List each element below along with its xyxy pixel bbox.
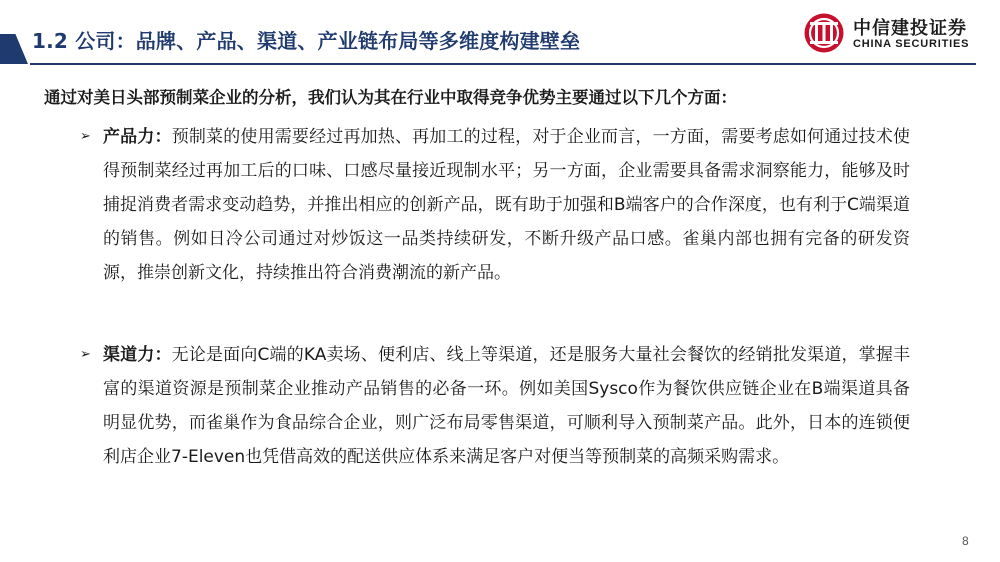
bullet-label: 渠道力： <box>103 345 172 365</box>
logo-name-en: CHINA SECURITIES <box>853 38 970 50</box>
bullet-text: 预制菜的使用需要经过再加热、再加工的过程，对于企业而言，一方面，需要考虑如何通过技术使得预制菜经过再加工后的口味、口感尽量接近现制水平；另一方面，企业需要具备需求洞察能力，能够及时捕捉消费者需求变动趋势，并推出相应的创新产品，既有助于加强和B端客户的合作深度，也有利于C端渠道的销售。例如日冷公司通过对炒饭这一品类持续研发，不断升级产品口感。雀巢内部也拥有完备的研发资源，推崇创新文化，持续推出符合消费潮流的新产品。 <box>103 127 911 283</box>
company-logo <box>803 12 978 56</box>
bullet-body <box>103 338 910 474</box>
bullet-point-product <box>80 120 910 290</box>
page-number: 8 <box>962 534 969 548</box>
bullet-label: 产品力： <box>103 127 172 147</box>
bullet-body <box>103 120 910 290</box>
bullet-point-channel <box>80 338 910 474</box>
slide-title: 1.2 公司：品牌、产品、渠道、产业链布局等多维度构建壁垒 <box>32 29 581 53</box>
intro-text: 通过对美日头部预制菜企业的分析，我们认为其在行业中取得竞争优势主要通过以下几个方面： <box>44 88 737 107</box>
title-accent-tab <box>0 34 28 64</box>
bullet-text: 无论是面向C端的KA卖场、便利店、线上等渠道，还是服务大量社会餐饮的经销批发渠道，掌握丰富的渠道资源是预制菜企业推动产品销售的必备一环。例如美国Sysco作为餐饮供应链企业在B端渠道具备明显优势，而雀巢作为食品综合企业，则广泛布局零售渠道，可顺利导入预制菜产品。此外，日本的连锁便利店企业7-Eleven也凭借高效的配送供应体系来满足客户对便当等预制菜的高频采购需求。 <box>103 345 910 467</box>
citic-logo-icon <box>803 12 845 54</box>
header-divider <box>30 63 976 65</box>
logo-name-cn: 中信建投证券 <box>853 18 967 39</box>
arrow-bullet-icon: ➢ <box>80 347 91 362</box>
arrow-bullet-icon: ➢ <box>80 129 91 144</box>
